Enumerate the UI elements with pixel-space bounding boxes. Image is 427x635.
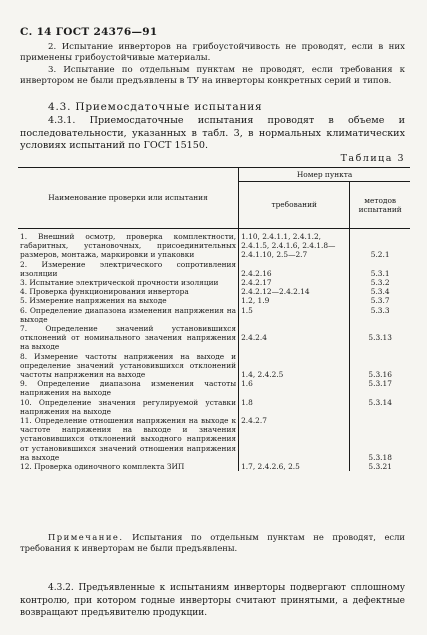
cell-name: 10. Определение значения регулируемой уставки напряжения на выходе — [20, 397, 237, 416]
cell-method: 5.3.1 — [350, 260, 410, 278]
cell-method: 5.3.7 — [350, 296, 410, 305]
cell-method: 5.3.2 — [350, 278, 410, 287]
paragraph-3: 3. Испытание по отдельным пунктам не проводят, если требования к инвертором не были предъявлены в ТУ на инверторы конкретных серий и типов. — [20, 65, 405, 87]
cell-method: 5.2.1 — [350, 229, 410, 260]
paragraph-2: 2. Испытание инверторов на грибоустойчивость не проводят, если в них применены грибоустойчивые материалы. — [20, 42, 405, 64]
cell-method: 5.3.14 — [350, 398, 410, 416]
cell-name: 9. Определение диапазона изменения частоты напряжения на выходе — [20, 379, 237, 398]
paragraph-4-3-2: 4.3.2. Предъявленные к испытаниям инверторы подвергают сплошному контролю, при котором годные инверторы считают принятыми, а дефектные возвращают предъявителю продукции. — [20, 583, 405, 618]
cell-requirement: 2.4.2.17 — [239, 278, 350, 287]
cell-requirement: 1.7, 2.4.2.6, 2.5 — [239, 462, 350, 471]
table-row — [18, 379, 410, 397]
table-row — [18, 287, 410, 296]
table-row — [18, 352, 410, 380]
table-note — [20, 532, 405, 554]
note-label: Примечание. — [48, 532, 124, 542]
cell-requirement: 1.6 — [239, 379, 350, 397]
column-header-name: Наименование проверки или испытания — [18, 168, 239, 229]
cell-requirement: 2.4.2.4 — [239, 324, 350, 352]
cell-method: 5.3.13 — [350, 324, 410, 352]
cell-requirement: 1.10, 2.4.1.1, 2.4.1.2, 2.4.1.5, 2.4.1.6, 2.4.1.8—2.4.1.10, 2.5—2.7 — [239, 229, 350, 260]
paragraph-4-3-1: 4.3.1. Приемосдаточные испытания проводят в объеме и последовательности, указанных в табл. 3, в нормальных климатических условиях испытаний по ГОСТ 15150. — [20, 115, 405, 152]
cell-name: 8. Измерение частоты напряжения на выходе и определение значений установившихся отклонений частоты напряжения на выходе — [20, 351, 237, 380]
cell-requirement: 1.4, 2.4.2.5 — [239, 352, 350, 380]
table-row — [18, 462, 410, 471]
note-text: Испытания по отдельным пунктам не проводят, если требования к инверторам не были предъявлены. — [20, 532, 405, 553]
table-row — [18, 296, 410, 305]
cell-requirement: 1.8 — [239, 398, 350, 416]
section-heading: 4.3. Приемосдаточные испытания — [48, 101, 263, 113]
cell-requirement: 2.4.2.12—2.4.2.14 — [239, 287, 350, 296]
cell-name: 6. Определение диапазона изменения напряжения на выходе — [20, 305, 237, 324]
table-row — [18, 306, 410, 324]
table-caption: Таблица 3 — [340, 153, 405, 164]
table-row — [18, 398, 410, 416]
cell-method: 5.3.18 — [350, 416, 410, 462]
column-header-clause: Номер пункта — [239, 168, 410, 182]
column-header-methods: методов испытаний — [350, 181, 410, 228]
cell-requirement: 2.4.2.16 — [239, 260, 350, 278]
cell-requirement: 1.2, 1.9 — [239, 296, 350, 305]
cell-method: 5.3.4 — [350, 287, 410, 296]
table-row — [18, 278, 410, 287]
cell-requirement: 2.4.2.7 — [239, 416, 350, 462]
table-row — [18, 416, 410, 462]
cell-requirement: 1.5 — [239, 306, 350, 324]
cell-method: 5.3.3 — [350, 306, 410, 324]
cell-name: 4. Проверка функционирования инвертора — [20, 287, 189, 297]
table-row — [18, 260, 410, 278]
cell-name: 12. Проверка одиночного комплекта ЗИП — [20, 462, 185, 472]
cell-name: 7. Определение значений установившихся отклонений от номинального значения напряжения на выходе — [20, 324, 237, 352]
cell-method: 5.3.16 — [350, 352, 410, 380]
page-header: С. 14 ГОСТ 24376—91 — [20, 26, 158, 38]
cell-name: 11. Определение отношения напряжения на выходе к частоте напряжения на выходе и значения установившихся отклонений выходного напряжения от установившихся значений отношения напряжения на выходе — [20, 416, 237, 462]
column-header-requirements: требований — [239, 181, 350, 228]
table-row — [18, 229, 410, 260]
cell-name: 2. Измерение электрического сопротивления изоляции — [20, 259, 237, 278]
table-3 — [18, 167, 410, 471]
cell-method: 5.3.17 — [350, 379, 410, 397]
cell-method: 5.3.21 — [350, 462, 410, 471]
cell-name: 1. Внешний осмотр, проверка комплектности, габаритных, установочных, присоединительных размеров, монтажа, маркировки и упаковки — [20, 232, 237, 260]
cell-name: 3. Испытание электрической прочности изоляции — [20, 278, 219, 288]
cell-name: 5. Измерение напряжения на выходе — [20, 296, 167, 306]
table-row — [18, 324, 410, 352]
